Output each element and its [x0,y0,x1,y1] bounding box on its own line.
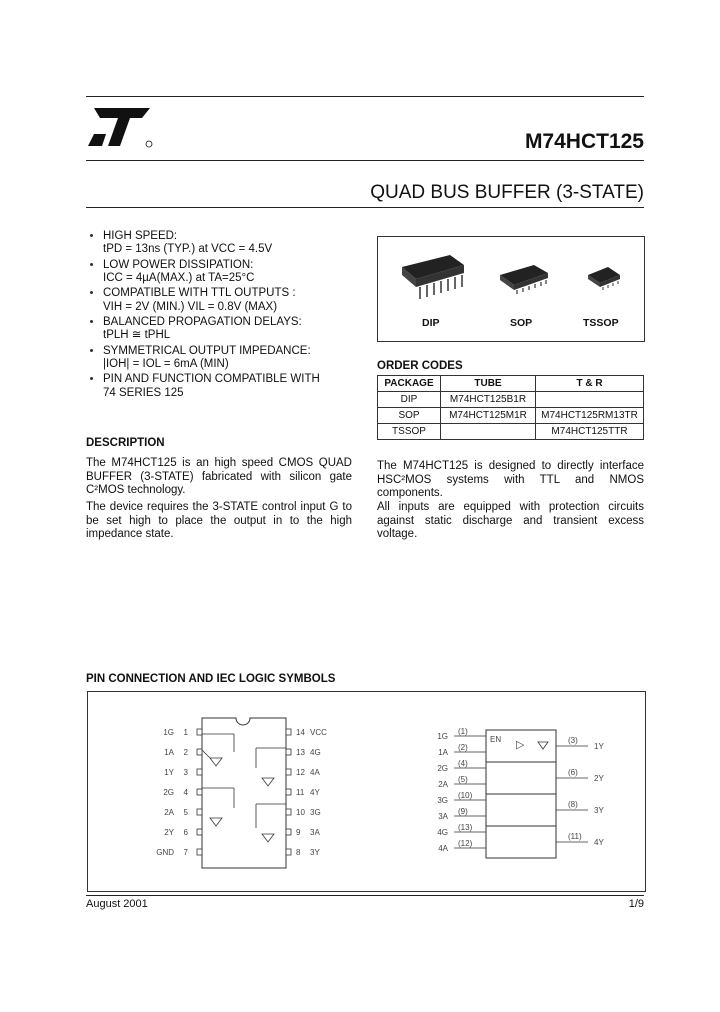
iec-input-label: 1G [437,732,448,741]
iec-input-number: (5) [458,775,468,784]
pin-pad [197,809,202,815]
pin-pad [286,769,291,775]
pin-number: 11 [296,788,305,797]
pin-pad [286,749,291,755]
pin-number: 12 [296,768,305,777]
iec-output-number: (8) [568,800,578,809]
column-header: T & R [536,376,644,392]
table-header-row [378,376,644,392]
footer-rule [86,895,644,896]
iec-input-number: (4) [458,759,468,768]
iec-input-label: 2G [437,764,448,773]
table-cell: M74HCT125B1R [441,392,536,408]
feature-item: PIN AND FUNCTION COMPATIBLE WITH 74 SERIES 125 [90,373,360,400]
pin-pad [197,729,202,735]
footer-page: 1/9 [628,898,644,910]
order-codes-title: ORDER CODES [377,360,463,372]
package-images [377,236,645,342]
pin-label: 4G [310,748,321,757]
pin-pad [197,749,202,755]
package-label-dip: DIP [422,317,440,329]
pin-label: 1G [163,728,174,737]
table-cell: DIP [378,392,441,408]
iec-header-label: EN [490,735,502,744]
iec-input-number: (13) [458,823,473,832]
package-label-tssop: TSSOP [583,317,619,329]
package-label-sop: SOP [510,317,533,329]
iec-input-label: 2A [438,780,448,789]
pin-pad [286,849,291,855]
column-header: PACKAGE [378,376,441,392]
description-p3: The M74HCT125 is designed to directly interface HSC²MOS systems with TTL and NMOS components. [377,460,644,500]
pin-pad [197,849,202,855]
pin-label: 3G [310,808,321,817]
table-row [378,392,644,408]
top-rule [86,96,644,97]
pin-pad [286,789,291,795]
table-cell: M74HCT125M1R [441,408,536,424]
tssop-package-icon [584,263,624,293]
pin-label: 1Y [164,768,174,777]
pin-number: 2 [183,748,188,757]
column-header: TUBE [441,376,536,392]
dip-package-icon [398,249,468,301]
iec-output-number: (6) [568,768,578,777]
iec-output-label: 2Y [594,774,604,783]
pin-diagrams [88,692,645,891]
header-rule [86,160,644,161]
st-logo [86,106,156,148]
iec-input-number: (2) [458,743,468,752]
dip-outline [202,718,286,868]
description-p1: The M74HCT125 is an high speed CMOS QUAD BUFFER (3-STATE) fabricated with silicon gate C²MOS technology. [86,457,352,497]
pin-label: 2A [164,808,174,817]
pin-label: 3Y [310,848,320,857]
iec-block [486,826,556,858]
sop-package-icon [496,261,552,297]
feature-item: LOW POWER DISSIPATION: ICC = 4µA(MAX.) at TA=25°C [90,259,360,286]
table-cell: SOP [378,408,441,424]
pin-number: 5 [183,808,188,817]
pin-label: 2G [163,788,174,797]
iec-input-label: 4A [438,844,448,853]
pin-pad [286,729,291,735]
iec-output-label: 1Y [594,742,604,751]
pin-pad [197,789,202,795]
order-codes-table [377,375,644,440]
pin-number: 10 [296,808,305,817]
feature-item: SYMMETRICAL OUTPUT IMPEDANCE: |IOH| = IOL = 6mA (MIN) [90,345,360,372]
table-row [378,424,644,440]
feature-item: COMPATIBLE WITH TTL OUTPUTS : VIH = 2V (MIN.) VIL = 0.8V (MAX) [90,287,360,314]
pin-label: 3A [310,828,320,837]
table-row [378,408,644,424]
pin-number: 7 [183,848,188,857]
pin-label: 2Y [164,828,174,837]
footer-date: August 2001 [86,898,148,910]
iec-output-number: (11) [568,832,582,841]
iec-input-number: (12) [458,839,473,848]
pin-number: 14 [296,728,305,737]
pin-number: 9 [296,828,301,837]
iec-input-label: 3A [438,812,448,821]
iec-input-number: (10) [458,791,473,800]
table-cell: TSSOP [378,424,441,440]
iec-input-number: (1) [458,727,468,736]
iec-output-number: (3) [568,736,578,745]
description-p2: The device requires the 3-STATE control input G to be set high to place the output in to the high impedance state. [86,501,352,541]
iec-output-label: 3Y [594,806,604,815]
pin-label: 4Y [310,788,320,797]
iec-block [486,794,556,826]
pin-pad [197,829,202,835]
feature-item: HIGH SPEED: tPD = 13ns (TYP.) at VCC = 4.5V [90,230,360,257]
iec-input-label: 3G [437,796,448,805]
table-cell: M74HCT125RM13TR [536,408,644,424]
pin-pad [197,769,202,775]
subtitle-rule [86,207,644,208]
description-title: DESCRIPTION [86,437,165,449]
part-number: M74HCT125 [524,130,644,153]
pin-label: 1A [164,748,174,757]
iec-input-label: 4G [437,828,448,837]
description-p4: All inputs are equipped with protection circuits against static discharge and transient excess voltage. [377,501,644,541]
pin-number: 3 [183,768,188,777]
table-cell [536,392,644,408]
iec-input-label: 1A [438,748,448,757]
feature-list [90,230,360,402]
pin-label: 4A [310,768,320,777]
pin-number: 6 [183,828,188,837]
pin-number: 13 [296,748,305,757]
pin-pad [286,809,291,815]
pin-connection-figure [87,691,646,892]
feature-item: BALANCED PROPAGATION DELAYS: tPLH ≅ tPHL [90,316,360,343]
iec-output-label: 4Y [594,838,604,847]
iec-block [486,762,556,794]
pin-number: 8 [296,848,301,857]
pin-section-title: PIN CONNECTION AND IEC LOGIC SYMBOLS [86,673,336,685]
pin-label: GND [156,848,174,857]
pin-number: 1 [183,728,188,737]
pin-pad [286,829,291,835]
document-subtitle: QUAD BUS BUFFER (3-STATE) [370,182,644,203]
table-cell [441,424,536,440]
iec-buffer-symbol: ▷ [516,739,525,751]
pin-label: VCC [310,728,327,737]
pin-number: 4 [183,788,188,797]
table-cell: M74HCT125TTR [536,424,644,440]
iec-input-number: (9) [458,807,468,816]
